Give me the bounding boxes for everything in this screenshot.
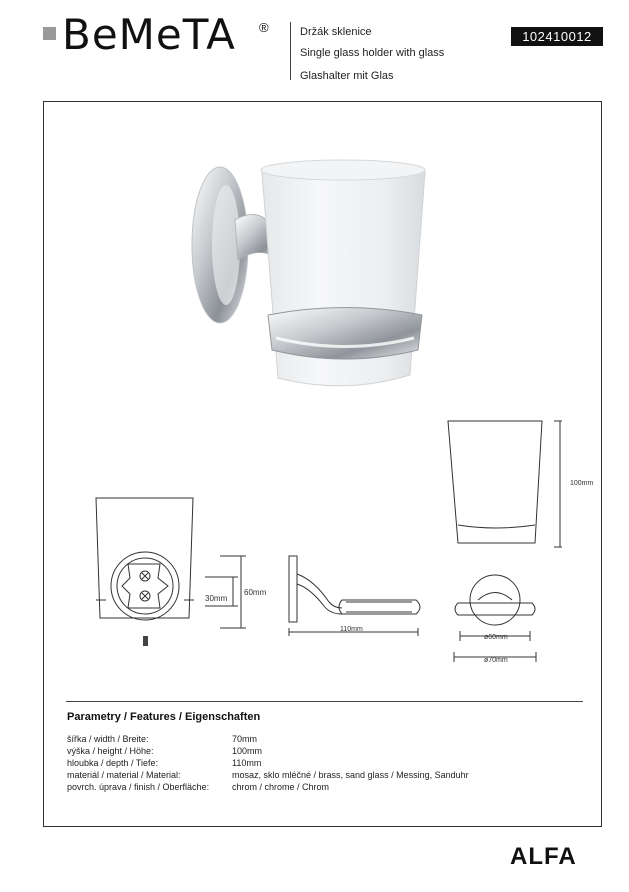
depth-label: 110mm bbox=[340, 626, 363, 633]
hole-spacing-label: 30mm bbox=[205, 594, 228, 603]
spec-value-finish: chrom / chrome / Chrom bbox=[232, 782, 330, 792]
description-cz: Držák sklenice bbox=[300, 26, 372, 38]
spec-value-width: 70mm bbox=[232, 734, 258, 744]
plate-size-label: 60mm bbox=[244, 588, 267, 597]
product-photo bbox=[180, 150, 440, 410]
series-name: ALFA bbox=[510, 843, 577, 870]
spec-value-depth: 110mm bbox=[232, 758, 262, 768]
height-label: 100mm bbox=[570, 480, 594, 487]
logo-square bbox=[43, 27, 56, 40]
spec-value-height: 100mm bbox=[232, 746, 263, 756]
spec-value-material: mosaz, sklo mléčné / brass, sand glass / Messing, Sanduhr bbox=[232, 770, 469, 780]
header-divider bbox=[290, 22, 291, 80]
spec-label-material: materiál / material / Material: bbox=[67, 770, 181, 780]
front-view-drawing bbox=[88, 490, 278, 650]
spec-label-finish: povrch. úprava / finish / Oberfläche: bbox=[67, 782, 210, 792]
features-title: Parametry / Features / Eigenschaften bbox=[67, 711, 261, 723]
product-code: 102410012 bbox=[511, 27, 603, 46]
ring-outer-diameter-label: ø70mm bbox=[484, 657, 508, 664]
spec-label-width: šířka / width / Breite: bbox=[67, 734, 149, 744]
description-de: Glashalter mit Glas bbox=[300, 70, 394, 82]
brand-logo: BeMeTA bbox=[62, 10, 236, 59]
ring-inner-diameter-label: ø60mm bbox=[484, 634, 508, 641]
description-en: Single glass holder with glass bbox=[300, 47, 445, 59]
spec-label-depth: hloubka / depth / Tiefe: bbox=[67, 758, 159, 768]
registered-mark: ® bbox=[259, 20, 269, 35]
glass-view-drawing bbox=[440, 415, 600, 670]
features-rule bbox=[66, 701, 583, 702]
spec-label-height: výška / height / Höhe: bbox=[67, 746, 154, 756]
